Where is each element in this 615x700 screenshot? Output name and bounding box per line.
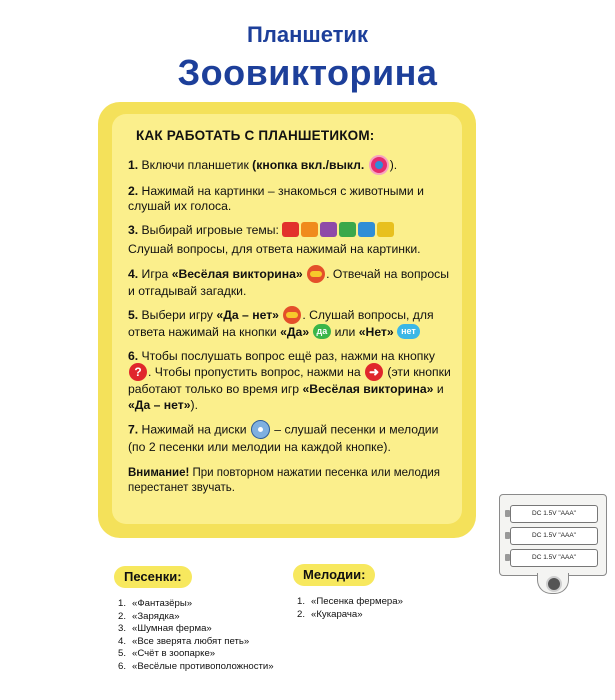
yes-button-icon: да: [313, 324, 332, 339]
warning-note: [128, 466, 453, 497]
list-item: 4. «Все зверята любят петь»: [118, 635, 250, 647]
step-number: 2.: [128, 183, 139, 198]
step-text: или: [331, 325, 359, 340]
step-text: . Отвечай на вопросы и отгадывай загадки.: [128, 266, 449, 298]
battery-cell: DC 1.5V "AAA": [510, 505, 598, 523]
theme-icon: [282, 222, 299, 237]
theme-icon: [358, 222, 375, 237]
gamepad-icon: [307, 265, 325, 283]
melodies-title: Мелодии:: [293, 564, 375, 586]
step-text: «Да – нет»: [216, 308, 279, 323]
step-text: . Слушай вопросы, для ответа нажимай на кнопки: [128, 308, 434, 340]
step-text: ).: [190, 397, 198, 412]
arrow-right-icon: ➜: [365, 363, 383, 381]
question-icon: ?: [129, 363, 147, 381]
list-item: 1. «Фантазёры»: [118, 598, 193, 609]
step-5: [128, 307, 453, 341]
step-text: . Чтобы пропустить вопрос, нажми на: [148, 365, 365, 380]
step-number: 3.: [128, 222, 139, 237]
step-text: Выбирай игровые темы:: [138, 222, 279, 237]
songs-title: Песенки:: [114, 566, 192, 588]
step-text: «Весёлая викторина»: [302, 382, 434, 397]
step-text: ).: [389, 157, 398, 172]
step-text: Нажимай на картинки – знакомься с животными и слушай их голоса.: [128, 183, 424, 213]
step-text: (кнопка вкл./выкл.: [252, 157, 365, 172]
step-text: «Да – нет»: [128, 397, 191, 412]
game-themes: [282, 222, 396, 238]
step-text: Нажимай на диски: [138, 422, 250, 437]
no-button-icon: нет: [397, 324, 420, 339]
step-3: [128, 223, 453, 239]
battery-cell: DC 1.5V "AAA": [510, 549, 598, 567]
step-text: – слушай песенки и мелодии (по 2 песенки или мелодии на каждой кнопке).: [128, 422, 439, 455]
step-6: [128, 349, 453, 414]
step-text: Выбери игру: [138, 308, 217, 323]
page-title: Зоовикторина: [177, 52, 438, 93]
gamepad-icon: [283, 306, 301, 324]
theme-icon: [301, 222, 318, 237]
disc-icon: [251, 420, 270, 439]
step-number: 5.: [128, 308, 139, 323]
screw-hole-icon: [546, 576, 562, 592]
melodies-list: [297, 596, 403, 621]
step-number: 1.: [128, 157, 139, 172]
instructions-heading: КАК РАБОТАТЬ С ПЛАНШЕТИКОМ:: [136, 128, 375, 143]
theme-icon: [339, 222, 356, 237]
songs-list: [118, 598, 274, 674]
list-item: 6. «Весёлые противоположности»: [118, 660, 274, 672]
instructions-content: [128, 122, 453, 505]
step-3-note: Слушай вопросы, для ответа нажимай на картинки.: [128, 242, 421, 257]
step-text: Игра: [138, 266, 172, 281]
step-7: [128, 421, 453, 456]
theme-icon: [320, 222, 337, 237]
list-item: 1. «Песенка фермера»: [297, 596, 403, 607]
step-number: 4.: [128, 266, 139, 281]
power-button-icon: [369, 155, 389, 175]
list-item: 2. «Зарядка»: [118, 610, 180, 622]
battery-cell: DC 1.5V "AAA": [510, 527, 598, 545]
step-text: «Да»: [280, 325, 310, 340]
step-text: Включи планшетик: [138, 157, 253, 172]
list-item: 5. «Счёт в зоопарке»: [118, 648, 216, 660]
theme-icon: [377, 222, 394, 237]
step-number: 6.: [128, 348, 139, 363]
warning-text: При повторном нажатии песенка или мелодия перестанет звучать.: [128, 466, 440, 495]
battery-compartment: [499, 494, 607, 576]
warning-label: Внимание!: [128, 466, 190, 479]
step-text: «Нет»: [358, 325, 394, 340]
page-subtitle: Планшетик: [247, 22, 368, 47]
step-1: [128, 156, 453, 176]
step-text: и: [433, 382, 444, 397]
step-number: 7.: [128, 422, 139, 437]
list-item: 2. «Кукарача»: [297, 608, 363, 620]
step-text: (эти кнопки работают только во время игр: [128, 365, 451, 397]
step-4: [128, 266, 453, 300]
instructions-panel: [112, 114, 462, 524]
step-2: [128, 184, 453, 215]
step-text: «Весёлая викторина»: [171, 266, 303, 281]
step-text: Чтобы послушать вопрос ещё раз, нажми на кнопку: [138, 348, 435, 363]
instructions-card: [98, 102, 476, 538]
list-item: 3. «Шумная ферма»: [118, 623, 212, 635]
